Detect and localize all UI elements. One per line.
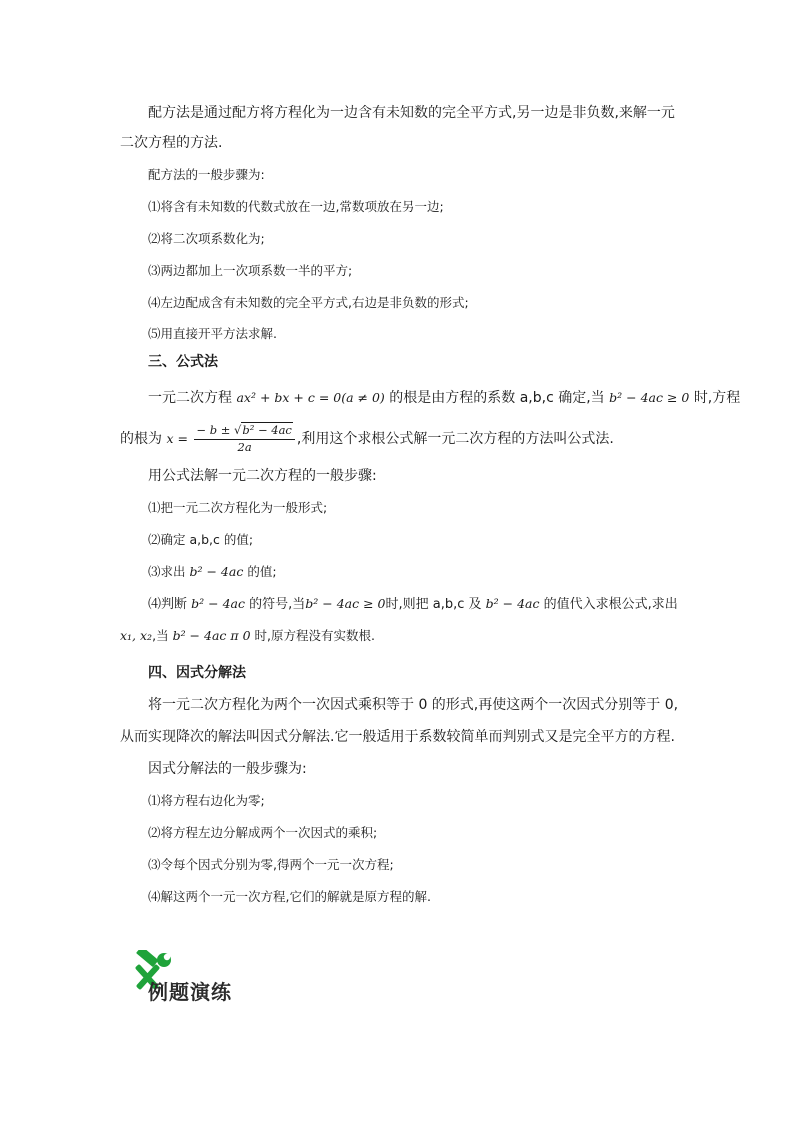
formula-steps-title: 用公式法解一元二次方程的一般步骤: <box>148 468 377 484</box>
discriminant-condition: b² − 4ac ≥ 0 <box>305 596 386 611</box>
discriminant-expr: b² − 4ac <box>191 596 245 611</box>
discriminant-expr: b² − 4ac <box>485 596 540 611</box>
method-steps-title: 配方法的一般步骤为: <box>148 167 265 182</box>
method-step: ⑶两边都加上一次项系数一半的平方; <box>148 263 353 278</box>
text-span: 的根是由方程的系数 a,b,c 确定,当 <box>389 390 605 406</box>
numerator-radicand: b² − 4ac <box>242 423 292 437</box>
formula-step-continued: x₁, x₂,当 b² − 4ac π 0 时,原方程没有实数根. <box>120 628 375 643</box>
root-variable: x = <box>166 431 188 446</box>
formula-paragraph-line2 <box>120 420 614 458</box>
text-span: 当 <box>156 628 169 643</box>
formula-step <box>148 562 277 582</box>
text-span: 的值代入求根公式,求出 <box>543 597 678 612</box>
factor-paragraph-line2: 从而实现降次的解法叫因式分解法.它一般适用于系数较简单而判别式又是完全平方的方程. <box>120 729 675 745</box>
factor-paragraph-line1: 将一元二次方程化为两个一次因式乘积等于 0 的形式,再使这两个一次因式分别等于 0, <box>148 697 679 713</box>
factor-step: ⑴将方程右边化为零; <box>148 793 265 808</box>
text-span: 时,原方程没有实数根. <box>254 628 375 643</box>
method-step: ⑵将二次项系数化为; <box>148 231 265 246</box>
formula-step <box>148 594 678 615</box>
discriminant-condition: b² − 4ac π 0 <box>172 628 251 643</box>
factor-step: ⑵将方程左边分解成两个一次因式的乘积; <box>148 825 378 840</box>
factor-heading: 四、因式分解法 <box>148 665 246 681</box>
method-step: ⑸用直接开平方法求解. <box>148 326 277 341</box>
quadratic-equation: ax² + bx + c = 0(a ≠ 0) <box>236 390 385 405</box>
examples-title: 例题演练 <box>148 980 232 1004</box>
method-intro-line1: 配方法是通过配方将方程化为一边含有未知数的完全平方式,另一边是非负数,来解一元 <box>148 105 675 121</box>
text-span: 的符号,当 <box>249 597 306 612</box>
numerator-prefix: − b ± <box>196 423 231 437</box>
text-span: ⑷判断 <box>148 597 188 612</box>
text-span: 的根为 <box>120 431 162 447</box>
factor-step: ⑶令每个因式分别为零,得两个一元一次方程; <box>148 857 394 872</box>
method-step: ⑷左边配成含有未知数的完全平方式,右边是非负数的形式; <box>148 295 469 310</box>
formula-step: ⑵确定 a,b,c 的值; <box>148 532 254 547</box>
text-span: 的值; <box>247 564 277 579</box>
text-span: 时,方程 <box>693 390 741 406</box>
formula-paragraph-line1 <box>148 388 740 408</box>
text-span: ⑶求出 <box>148 564 186 579</box>
factor-steps-title: 因式分解法的一般步骤为: <box>148 761 307 777</box>
formula-numerator: − b ± √b² − 4ac <box>194 423 294 440</box>
factor-step: ⑷解这两个一元一次方程,它们的解就是原方程的解. <box>148 889 431 904</box>
formula-step: ⑴把一元二次方程化为一般形式; <box>148 500 328 515</box>
discriminant-expr: b² − 4ac <box>189 564 244 579</box>
text-span: 时,则把 a,b,c 及 <box>385 597 482 612</box>
method-intro-line2: 二次方程的方法. <box>120 135 223 151</box>
formula-heading: 三、公式法 <box>148 354 218 370</box>
quadratic-formula <box>194 423 294 455</box>
method-step: ⑴将含有未知数的代数式放在一边,常数项放在另一边; <box>148 199 444 214</box>
formula-denominator: 2a <box>237 440 252 454</box>
roots-expr: x₁, x₂ <box>120 628 153 643</box>
text-span: 一元二次方程 <box>148 390 232 406</box>
discriminant-condition: b² − 4ac ≥ 0 <box>609 390 690 405</box>
text-span: ,利用这个求根公式解一元二次方程的方法叫公式法. <box>296 431 614 447</box>
